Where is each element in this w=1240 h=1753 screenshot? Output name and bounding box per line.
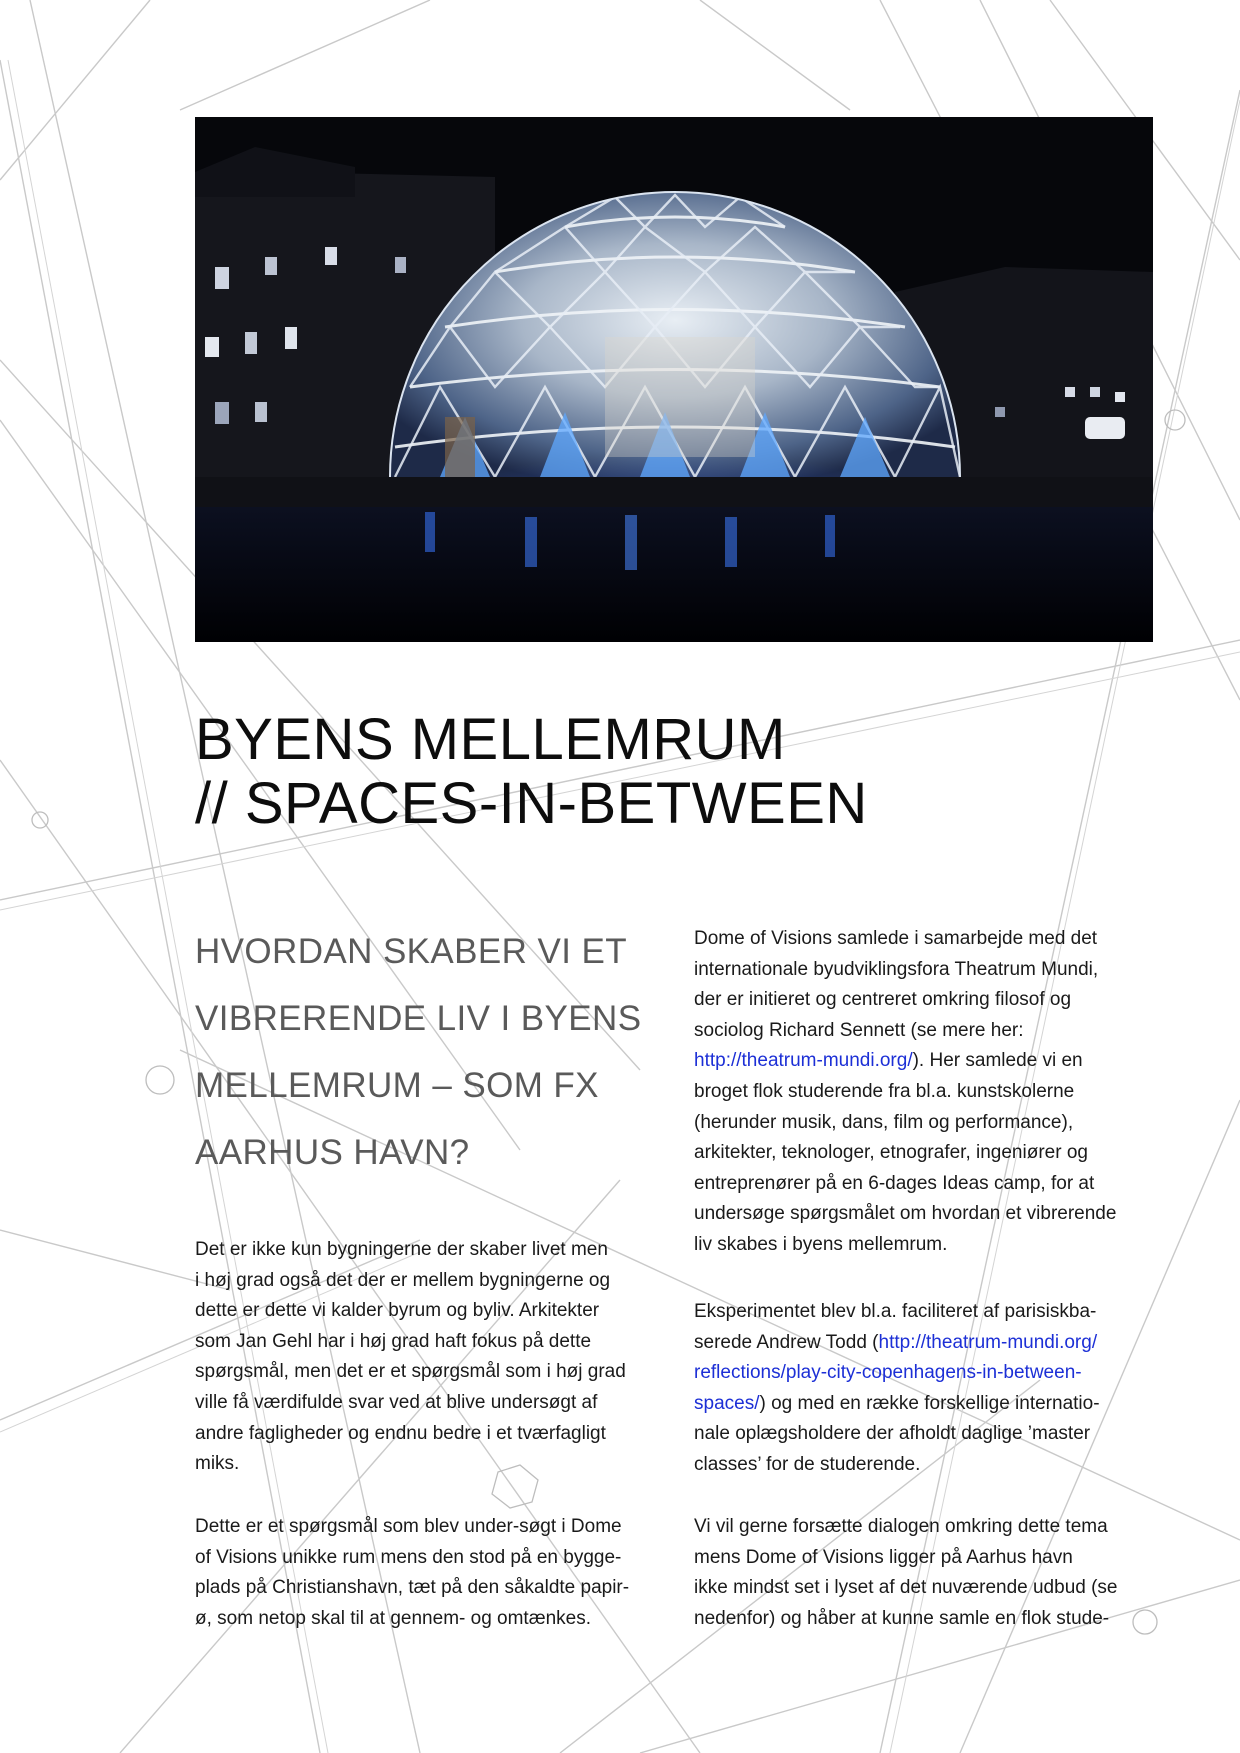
text-line: spørgsmål, men det er et spørgsmål som i høj grad: [195, 1361, 626, 1383]
text-line: nale oplægsholdere der afholdt daglige ’master: [694, 1423, 1091, 1445]
text-line-with-link: [694, 1358, 1164, 1389]
text-line: (herunder musik, dans, film og performance),: [694, 1111, 1074, 1133]
text-line: internationale byudviklingsfora Theatrum Mundi,: [694, 958, 1099, 980]
theatrum-mundi-link[interactable]: http://theatrum-mundi.org/: [694, 1050, 913, 1072]
subhead-line: MELLEMRUM – SOM FX: [195, 1066, 599, 1105]
text-line: Vi vil gerne forsætte dialogen omkring dette tema: [694, 1516, 1108, 1537]
text-line-with-link: [694, 1046, 1164, 1077]
text-fragment: ). Her samlede vi en: [912, 1050, 1083, 1072]
text-line: miks.: [195, 1453, 240, 1475]
title-line-2: // SPACES-IN-BETWEEN: [195, 771, 868, 836]
subhead-line: AARHUS HAVN?: [195, 1133, 470, 1172]
text-fragment: serede Andrew Todd (: [694, 1331, 879, 1353]
text-line: der er initieret og centreret omkring filosof og: [694, 989, 1072, 1011]
play-city-link-part-2[interactable]: reflections/play-city-copenhagens-in-between-: [694, 1362, 1082, 1384]
text-line: classes’ for de studerende.: [694, 1453, 921, 1475]
text-line: of Visions unikke rum mens den stod på en bygge-: [195, 1546, 622, 1568]
right-paragraph-3: [694, 1512, 1164, 1634]
play-city-link-part-1[interactable]: http://theatrum-mundi.org/: [878, 1331, 1098, 1353]
text-line: liv skabes i byens mellemrum.: [694, 1233, 948, 1255]
left-paragraph-1: [195, 1235, 665, 1480]
text-line: entreprenører på en 6-dages Ideas camp, for at: [694, 1172, 1095, 1194]
subhead-line: HVORDAN SKABER VI ET: [195, 932, 627, 971]
text-line: ikke mindst set i lyset af det nuværende udbud (se: [694, 1577, 1118, 1599]
text-line: ville få værdifulde svar ved at blive undersøgt af: [195, 1391, 598, 1413]
text-line: nedenfor) og håber at kunne samle en flok stude-: [694, 1607, 1110, 1629]
text-line: arkitekter, teknologer, etnografer, ingeniører og: [694, 1142, 1088, 1164]
subheading: [195, 918, 665, 1186]
subhead-line: VIBRERENDE LIV I BYENS: [195, 999, 642, 1038]
text-line: andre fagligheder og endnu bedre i et tværfagligt: [195, 1422, 606, 1444]
text-line: Dome of Visions samlede i samarbejde med det: [694, 928, 1098, 949]
play-city-link-part-3[interactable]: spaces/: [694, 1392, 760, 1414]
text-line: som Jan Gehl har i høj grad haft fokus på dette: [195, 1330, 592, 1352]
text-line: ø, som netop skal til at gennem- og omtænkes.: [195, 1607, 592, 1629]
left-paragraph-2: [195, 1512, 665, 1634]
page-title: [195, 708, 1145, 836]
text-line: Eksperimentet blev bl.a. faciliteret af parisiskba-: [694, 1301, 1097, 1322]
text-line: i høj grad også det der er mellem bygningerne og: [195, 1269, 611, 1291]
right-paragraph-2: [694, 1297, 1164, 1481]
title-line-1: BYENS MELLEMRUM: [195, 707, 786, 772]
text-line: Det er ikke kun bygningerne der skaber livet men: [195, 1239, 608, 1260]
text-line: mens Dome of Visions ligger på Aarhus havn: [694, 1546, 1073, 1568]
text-line: dette er dette vi kalder byrum og byliv. Arkitekter: [195, 1300, 600, 1322]
dome-photo: [195, 117, 1153, 642]
hero-image-dome: [195, 117, 1153, 642]
right-paragraph-1: [694, 924, 1164, 1261]
text-line: plads på Christianshavn, tæt på den såkaldte papir-: [195, 1577, 630, 1599]
text-line: Dette er et spørgsmål som blev under-søgt i Dome: [195, 1516, 622, 1537]
text-line: undersøge spørgsmålet om hvordan et vibrerende: [694, 1203, 1117, 1225]
text-line-with-link: [694, 1328, 1164, 1359]
text-line: broget flok studerende fra bl.a. kunstskolerne: [694, 1080, 1075, 1102]
text-fragment: ) og med en række forskellige internatio-: [759, 1392, 1100, 1414]
text-line-with-link: [694, 1389, 1164, 1420]
text-line: sociolog Richard Sennett (se mere her:: [694, 1019, 1024, 1041]
